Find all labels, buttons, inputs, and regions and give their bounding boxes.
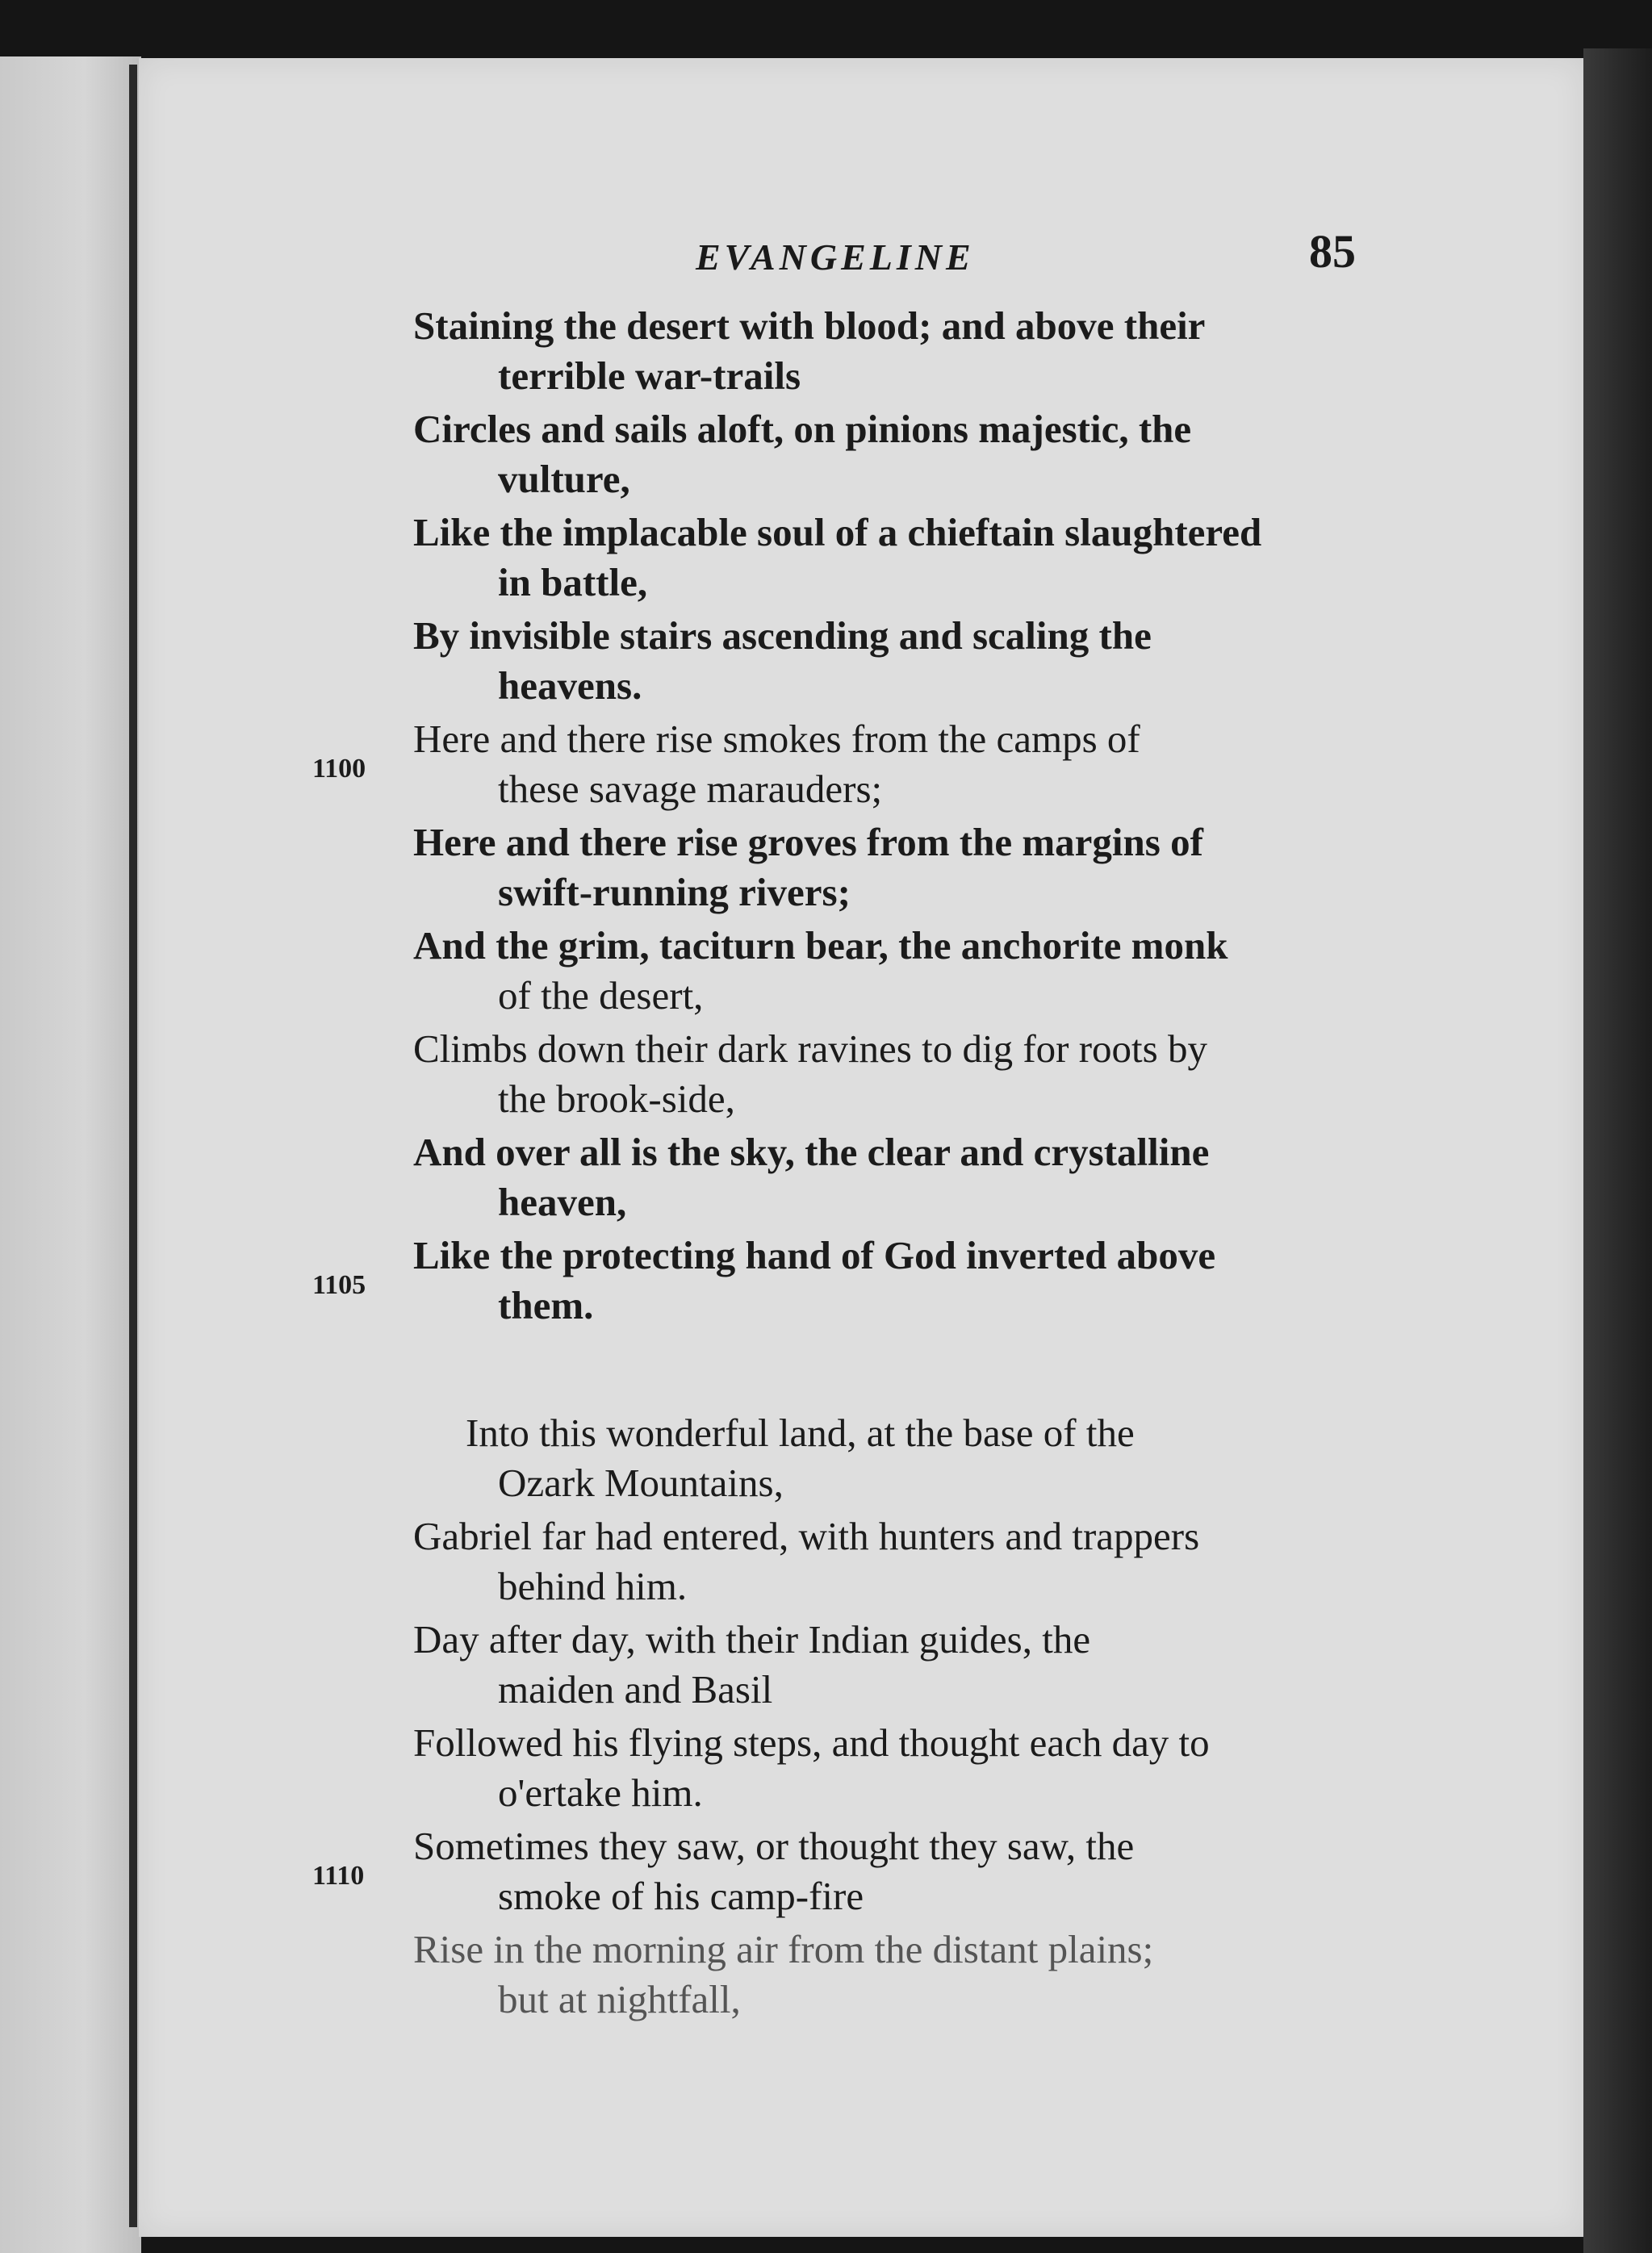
verse-line-continuation: terrible war-trails [498, 353, 801, 398]
verse-line: Like the protecting hand of God inverted above [413, 1233, 1216, 1277]
facing-page-edge [0, 56, 141, 2253]
running-title: EVANGELINE [696, 236, 975, 278]
verse-line-continuation: heaven, [498, 1180, 627, 1224]
verse-line: By invisible stairs ascending and scaling the [413, 613, 1152, 658]
verse-line-continuation: Ozark Mountains, [498, 1461, 784, 1505]
verse-line: Here and there rise groves from the margins of [413, 820, 1203, 864]
verse-line: Climbs down their dark ravines to dig for roots by [413, 1026, 1207, 1071]
verse-line: Followed his flying steps, and thought each day to [413, 1720, 1210, 1765]
verse-line-continuation: heavens. [498, 663, 642, 708]
verse-line-continuation: maiden and Basil [498, 1667, 773, 1712]
verse-line: Here and there rise smokes from the camps of [413, 717, 1140, 761]
verse-line-continuation: these savage marauders; [498, 767, 883, 811]
verse-line-continuation: behind him. [498, 1564, 688, 1608]
verse-line-continuation: o'ertake him. [498, 1770, 703, 1815]
verse-line-continuation: the brook-side, [498, 1076, 735, 1121]
verse-line-continuation: in battle, [498, 560, 648, 604]
verse-line-continuation: but at nightfall, [498, 1977, 741, 2021]
scan-border [1583, 48, 1652, 2253]
verse-line: And the grim, taciturn bear, the anchorite monk [413, 923, 1228, 968]
poem-text [139, 58, 1583, 2237]
verse-line: Staining the desert with blood; and above their [413, 303, 1206, 348]
verse-line: And over all is the sky, the clear and crystalline [413, 1130, 1210, 1174]
verse-line-continuation: of the desert, [498, 973, 704, 1018]
verse-line-continuation: smoke of his camp-fire [498, 1874, 864, 1918]
verse-line-continuation: them. [498, 1283, 594, 1327]
verse-line: Like the implacable soul of a chieftain slaughtered [413, 510, 1262, 554]
verse-line: Rise in the morning air from the distant plains; [413, 1927, 1154, 1971]
line-number: 1105 [312, 1270, 366, 1300]
page-number: 85 [1309, 225, 1356, 278]
verse-line: Into this wonderful land, at the base of the [466, 1411, 1135, 1455]
verse-line: Gabriel far had entered, with hunters and trappers [413, 1514, 1200, 1558]
book-page [139, 58, 1583, 2237]
verse-line: Sometimes they saw, or thought they saw, the [413, 1824, 1135, 1868]
line-number: 1100 [312, 754, 366, 784]
line-number: 1110 [312, 1861, 365, 1891]
verse-line: Day after day, with their Indian guides, the [413, 1617, 1091, 1662]
verse-line-continuation: swift-running rivers; [498, 870, 851, 914]
verse-line: Circles and sails aloft, on pinions majestic, the [413, 407, 1192, 451]
verse-line-continuation: vulture, [498, 457, 630, 501]
book-spine-shadow [129, 65, 137, 2227]
